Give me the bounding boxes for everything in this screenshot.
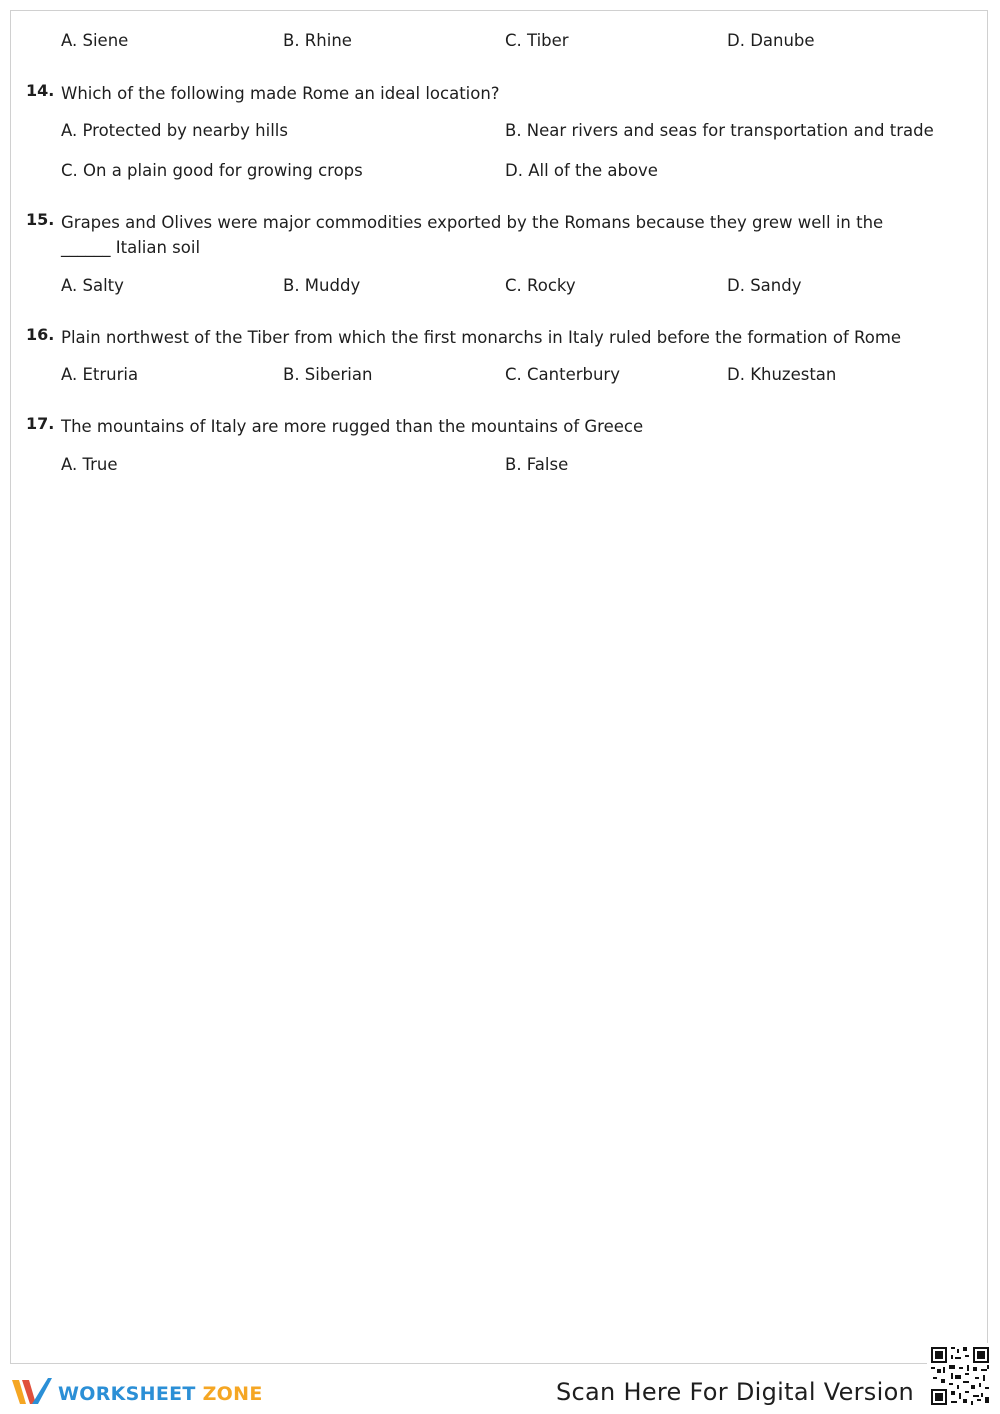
question-text: Grapes and Olives were major commodities exported by the Romans because they grew well in the ______ Italian soil (61, 213, 884, 257)
question-number: 14. (26, 81, 55, 100)
option-b[interactable]: B. Muddy (283, 276, 361, 295)
question-number: 15. (26, 210, 55, 229)
option-a[interactable]: A. Protected by nearby hills (61, 121, 288, 140)
checkmark-w-logo-icon (10, 1376, 52, 1412)
option-d[interactable]: D. Sandy (727, 276, 802, 295)
question-text: The mountains of Italy are more rugged than the mountains of Greece (61, 417, 644, 436)
brand-part-1: WORKSHEET (58, 1383, 196, 1405)
option-c[interactable]: C. Rocky (505, 276, 576, 295)
option-d[interactable]: D. All of the above (505, 161, 658, 180)
option-b[interactable]: B. Rhine (283, 31, 352, 50)
option-a[interactable]: A. Salty (61, 276, 124, 295)
option-b[interactable]: B. False (505, 455, 569, 474)
option-c[interactable]: C. On a plain good for growing crops (61, 161, 363, 180)
option-a[interactable]: A. Siene (61, 31, 129, 50)
option-b[interactable]: B. Siberian (283, 365, 373, 384)
qr-code-icon[interactable] (927, 1343, 993, 1409)
question-number: 17. (26, 414, 55, 433)
question-text: Which of the following made Rome an ideal location? (61, 84, 500, 103)
worksheetzone-logo[interactable] (10, 1376, 263, 1412)
option-a[interactable]: A. True (61, 455, 118, 474)
option-d[interactable]: D. Danube (727, 31, 815, 50)
option-b[interactable]: B. Near rivers and seas for transportation and trade (505, 121, 934, 140)
question-number: 16. (26, 325, 55, 344)
brand-name (58, 1383, 263, 1405)
scan-text: Scan Here For Digital Version (556, 1378, 915, 1406)
option-a[interactable]: A. Etruria (61, 365, 139, 384)
question-text: Plain northwest of the Tiber from which the first monarchs in Italy ruled before the formation of Rome (61, 328, 902, 347)
option-d[interactable]: D. Khuzestan (727, 365, 837, 384)
option-c[interactable]: C. Tiber (505, 31, 569, 50)
brand-part-2: ZONE (202, 1383, 263, 1405)
option-c[interactable]: C. Canterbury (505, 365, 620, 384)
